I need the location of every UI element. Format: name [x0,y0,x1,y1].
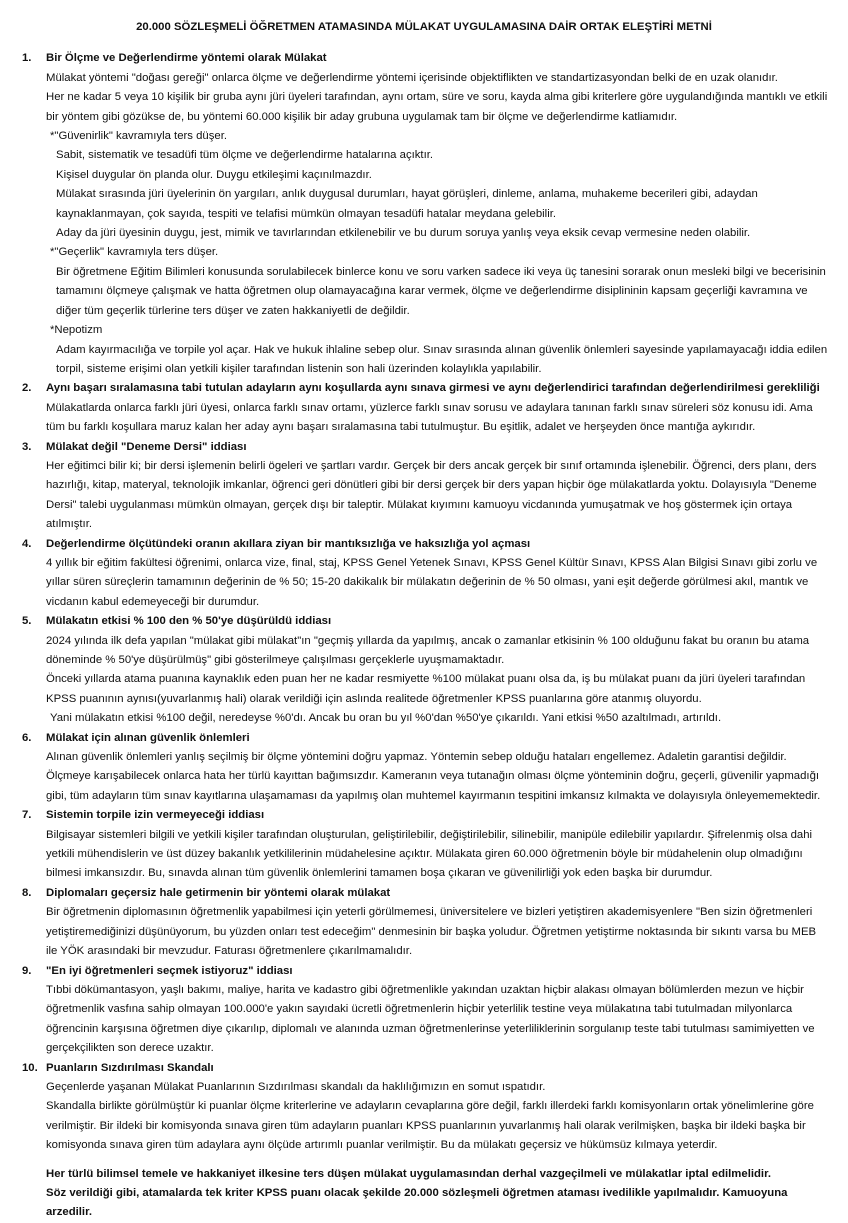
section-paragraph: Tıbbi dökümantasyon, yaşlı bakımı, maliye, harita ve kadastro gibi öğretmenlikle yakından uzaktan hiçbir alakası olmayan bölümlerden mezun ve hiçbir öğretmenlik vasfına sahip olmayan 100.000'e yakın sayıdaki ücretli öğretmenlerin hiçbir yeterlilik testine veya mülakatına tabi tutulmadan milyonlarca öğrencinin karşısına öğretmen diye çıkarılıp, diplomalı ve alanında uzman öğretmenlerinse yeterliliklerinin sorgulanıp teste tabi tutulması samimiyetten ve gerçekçilikten son derece uzaktır. [46,983,815,1055]
section-6 [20,729,828,807]
subheading-gecerlik: *"Geçerlik" kavramıyla ters düşer. [50,246,219,259]
section-2 [20,379,828,437]
sub-paragraph: Kişisel duygular ön planda olur. Duygu etkileşimi kaçınılmazdır. [56,168,372,181]
closing-line: Söz verildiği gibi, atamalarda tek kriter KPSS puanı olacak şekilde 20.000 sözleşmeli öğretmen ataması ivedilikle yapılmalıdır. Kamuoyuna arzedilir. [46,1186,788,1219]
section-heading: Puanların Sızdırılması Skandalı [46,1061,214,1074]
sub-paragraph: Bir öğretmene Eğitim Bilimleri konusunda sorulabilecek binlerce konu ve soru varken sadece iki veya üç tanesini sorarak onun mesleki bilgi ve becerisinin tamamını ölçmeye çalışmak ve hatta öğretmen olup olamayacağına karar vermek, ölçme ve değerlendirme disiplininin kapsam geçerliği kavramına ve diğer tüm geçerlik türlerine ters düşer ve zaten hakkaniyetli de değildir. [56,265,826,317]
subheading-guvenirlik: *"Güvenirlik" kavramıyla ters düşer. [50,130,228,143]
section-number: 10. [22,1061,38,1074]
section-paragraph: Önceki yıllarda atama puanına kaynaklık eden puan her ne kadar resmiyette %100 mülakat puanı olsa da, iş bu mülakat puanı da jüri üyeleri tarafından KPSS puanının aynısı(yuvarlanmış hali) olarak verildiği için aslında realitede öğretmenler KPSS puanlarına göre atanmış oluyordu. [46,673,806,705]
section-10 [20,1059,828,1156]
section-number: 9. [22,964,32,977]
section-number: 4. [22,537,32,550]
section-number: 3. [22,440,32,453]
document-title: 20.000 SÖZLEŞMELİ ÖĞRETMEN ATAMASINDA MÜLAKAT UYGULAMASINA DAİR ORTAK ELEŞTİRİ METNİ [136,21,712,33]
section-heading: Diplomaları geçersiz hale getirmenin bir yöntemi olarak mülakat [46,886,391,899]
section-heading: Değerlendirme ölçütündeki oranın akıllara ziyan bir mantıksızlığa ve haksızlığa yol açması [46,537,531,550]
section-7 [20,806,828,884]
section-paragraph: 2024 yılında ilk defa yapılan "mülakat gibi mülakat"ın "geçmiş yıllarda da yapılmış, ancak o zamanlar etkisinin % 100 olduğunu fakat bu oranın bu atama döneminde % 50'ye düşürülmüş" gibi gösterilmeye çalışılması gerçeklerle uyuşmamaktadır. [46,634,810,666]
sub-paragraph: Mülakat sırasında jüri üyelerinin ön yargıları, anlık duygusal durumları, hayat görüşleri, dinleme, anlama, muhakeme becerileri gibi, adaydan kaynaklanmayan, çok sayıda, tespiti ve telafisi mümkün olmayan tesadüfi hatalar meydana gelebilir. [56,188,758,220]
section-paragraph: Bilgisayar sistemleri bilgili ve yetkili kişiler tarafından oluşturulan, geliştirilebilir, değiştirilebilir, silinebilir, manipüle edilebilir yapılardır. Şifrelenmiş olsa dahi yetkili mühendislerin ve üst düzey bakanlık yetkililerinin müdahelesine açıktır. Mülakata giren 60.000 öğretmenin böyle bir müdahelenin olup olmadığını bilmesi imkansızdır. Bu, sınavda alınan tüm güvenlik önlemlerini tamamen boşa çıkaran ve güvenilirliği yok eden başka bir durumdur. [46,828,813,880]
section-paragraph: Skandalla birlikte görülmüştür ki puanlar ölçme kriterlerine ve adayların cevaplarına göre değil, farklı illerdeki farklı komisyonların ortak yönelimlerine göre verilmiştir. Bir ildeki bir komisyonda sınava giren tüm adayların puanları KPSS puanlarının yuvarlanmış hali olarak verilmişken, başka bir ildeki başka bir komisyonda sınava giren tüm adaylara aynı ölçüde artırımlı puanlar verilmiştir. Bu da mülakatı geçersiz ve hükümsüz kılmaya yeterdir. [46,1100,814,1152]
section-paragraph: Geçenlerde yaşanan Mülakat Puanlarının Sızdırılması skandalı da haklılığımızın en somut ıspatıdır. [46,1080,546,1093]
sub-paragraph: Adam kayırmacılığa ve torpile yol açar. Hak ve hukuk ihlaline sebep olur. Sınav sırasında alınan güvenlik önlemleri sayesinde yapılamayacağı iddia edilen torpil, sisteme erişimi olan yetkili kişiler tarafından listenin son hali üzerinden kolaylıkla yapılabilir. [56,343,828,375]
section-paragraph: Mülakatlarda onlarca farklı jüri üyesi, onlarca farklı sınav ortamı, yüzlerce farklı sınav sorusu ve adaylara tanınan farklı sınav süreleri söz konusu idi. Ama tüm bu farklı koşullara maruz kalan her aday aynı başarı sıralamasına tabi tutulmuştur. Bu eşitlik, adalet ve herşeyden önce mantığa aykırıdır. [46,401,813,434]
sub-paragraph: Aday da jüri üyesinin duygu, jest, mimik ve tavırlarından etkilenebilir ve bu durum soruya yanlış veya eksik cevap vermesine neden olabilir. [56,227,751,240]
section-3 [20,438,828,535]
section-9 [20,962,828,1059]
section-8 [20,884,828,962]
section-number: 2. [22,382,32,395]
section-paragraph: 4 yıllık bir eğitim fakültesi öğrenimi, onlarca vize, final, staj, KPSS Genel Yetenek Sınavı, KPSS Genel Kültür Sınavı, KPSS Alan Bilgisi Sınavı gibi zorlu ve yıllar süren süreçlerin tamamının değerinin de % 50; 15-20 dakikalık bir mülakatın değerinin de % 50 olması, yani eşit değerde görülmesi akıl, mantık ve vicdanın kabul edemeyeceği bir durumdur. [46,556,818,608]
section-paragraph: Her ne kadar 5 veya 10 kişilik bir gruba aynı jüri üyeleri tarafından, aynı ortam, süre ve soru, kayda alma gibi kriterlere göre uygulandığında mantıklı ve etkili bir yöntem gibi gözükse de, bu yöntemi 60.000 kişilik bir aday grubuna uygulamak tam bir ölçme ve değerlendirme katliamıdır. [46,91,828,123]
section-paragraph: Alınan güvenlik önlemleri yanlış seçilmiş bir ölçme yöntemini doğru yapmaz. Yöntemin sebep olduğu hataları engellemez. Adaletin garantisi değildir. Ölçmeye karışabilecek onlarca hata her türlü kayıttan bağımsızdır. Kameranın veya tutanağın olması ölçme yönteminin doğru, geçerli, güvenilir yapmadığı gibi, tüm adayların tüm sınav kayıtlarına ulaşamaması da yapılmış olan muhtemel kayırmanın tespitini imkansız kılmakta ve dolayısıyla önleyememektedir. [46,751,821,802]
section-heading: Mülakatın etkisi % 100 den % 50'ye düşürüldü iddiası [46,615,332,628]
section-number: 8. [22,886,32,899]
closing-line: Her türlü bilimsel temele ve hakkaniyet ilkesine ters düşen mülakat uygulamasından derhal vazgeçilmeli ve mülakatlar iptal edilmelidir. [46,1167,772,1180]
section-4 [20,535,828,613]
section-heading: Mülakat için alınan güvenlik önlemleri [46,731,250,744]
section-heading: Bir Ölçme ve Değerlendirme yöntemi olarak Mülakat [46,52,327,65]
section-number: 5. [22,615,32,628]
section-heading: Sistemin torpile izin vermeyeceği iddiası [46,809,265,822]
sub-paragraph: Sabit, sistematik ve tesadüfi tüm ölçme ve değerlendirme hatalarına açıktır. [56,149,434,162]
section-number: 7. [22,809,32,822]
section-paragraph: Mülakat yöntemi "doğası gereği" onlarca ölçme ve değerlendirme yöntemi içerisinde objektiflikten ve standartizasyondan belki de en uzak olanıdır. [46,71,778,84]
section-paragraph: Bir öğretmenin diplomasının öğretmenlik yapabilmesi için yeterli görülmemesi, üniversitelere ve bizleri yetiştiren akademisyenlere "Ben sizin öğretmenleri yetiştiremediğinizi düşünüyorum, bu yüzden onları test edeceğim" denmesinin bir başka yoludur. Öğretmen yetiştirme noktasında bir sıkıntı varsa bu MEB ile YÖK arasındaki bir mevzudur. Faturası öğretmenlere çıkarılmamalıdır. [46,906,817,958]
section-1 [20,49,828,379]
section-5 [20,612,828,728]
closing-statement [20,1165,828,1223]
section-paragraph: Yani mülakatın etkisi %100 değil, neredeyse %0'dı. Ancak bu oran bu yıl %0'dan %50'ye çıkarıldı. Yani etkisi %50 azaltılmadı, artırıldı. [50,712,722,725]
section-paragraph: Her eğitimci bilir ki; bir dersi işlemenin belirli ögeleri ve şartları vardır. Gerçek bir ders ancak gerçek bir sınıf ortamında işlenebilir. Öğrenci, ders planı, ders hazırlığı, kitap, materyal, teknolojik imkanlar, öğrenci geri dönütleri gibi bir dersi gerçek bir ders yapan hiçbir öge mülakatlarda yoktu. Dolayısıyla "Deneme Dersi" talebi uygulanması mümkün olmayan, gerçek dışı bir taleptir. Mülakat kıyımını kamuoyu vicdanında yumuşatmak ve hoş göstermek için ortaya atılmıştır. [46,459,817,531]
section-heading: "En iyi öğretmenleri seçmek istiyoruz" iddiası [46,964,293,977]
section-heading: Mülakat değil "Deneme Dersi" iddiası [46,440,247,453]
subheading-nepotizm: *Nepotizm [50,324,103,337]
section-heading: Aynı başarı sıralamasına tabi tutulan adayların aynı koşullarda aynı sınava girmesi ve aynı değerlendirici tarafından değerlendirilmesi gerekliliği [46,382,820,395]
section-number: 1. [22,52,32,65]
section-number: 6. [22,731,32,744]
